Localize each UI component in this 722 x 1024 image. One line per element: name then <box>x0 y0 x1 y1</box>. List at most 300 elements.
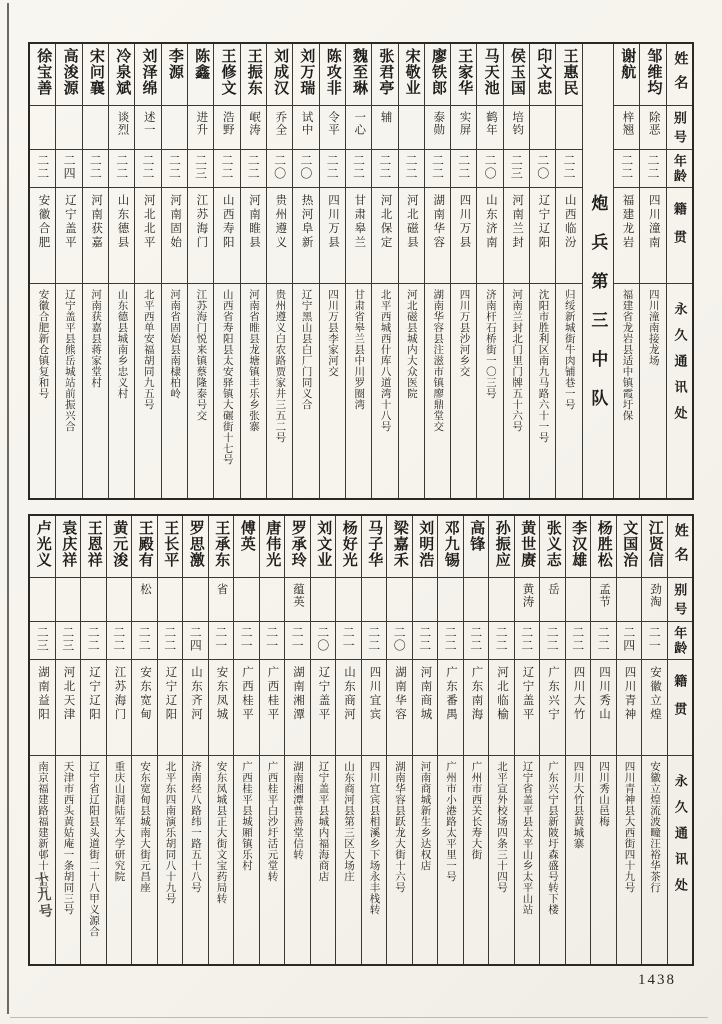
entry-address-cell <box>162 284 187 498</box>
entry-address-cell <box>530 284 555 498</box>
entry-age-cell-text: 二三 <box>509 154 524 180</box>
entry-column <box>55 516 81 964</box>
entry-alias-cell <box>209 578 234 622</box>
entry-native-cell-text: 热河阜新 <box>300 194 313 250</box>
entry-address-cell-text: 济南杆石桥街一〇三号 <box>484 289 496 399</box>
entry-name-cell-text: 王恩祥 <box>85 520 102 568</box>
entry-native-cell <box>83 188 108 284</box>
entry-native-cell <box>413 660 438 756</box>
entry-address-cell-text: 山东商河县第三区大场庄 <box>343 761 355 882</box>
entry-alias-cell <box>234 578 259 622</box>
entry-native-cell <box>311 660 336 756</box>
entry-age-cell <box>399 150 424 188</box>
entry-native-cell-text: 甘肃皋兰 <box>353 194 366 250</box>
entry-name-cell-text: 王承东 <box>213 520 230 568</box>
entry-age-cell-text: 二四 <box>188 626 203 652</box>
entry-address-cell-text: 山东德县城南乡忠义村 <box>116 289 128 399</box>
entry-address-cell-text: 湖南华容县跃龙大街十六号 <box>394 761 406 893</box>
entry-native-cell-text: 四川万县 <box>458 194 471 250</box>
entry-native-cell-text: 湖南华容 <box>432 194 445 250</box>
entry-native-cell-text: 江苏海门 <box>113 666 126 722</box>
entry-alias-cell <box>642 578 667 622</box>
entry-address-cell-text: 湖南华容县注滋市镇廖鼎堂交 <box>432 289 444 432</box>
field-label-native-text: 籍贯 <box>671 202 687 258</box>
entry-age-cell-text: 二二 <box>443 626 458 652</box>
entry-alias-cell <box>109 106 134 150</box>
entry-address-cell-text: 广西桂平县城厢镇乐村 <box>241 761 253 871</box>
entry-alias-cell-text: 辅 <box>379 111 392 124</box>
entry-column <box>590 516 616 964</box>
entry-native-cell <box>504 188 529 284</box>
entry-name-cell <box>162 44 187 106</box>
entry-alias-cell-text: 试中 <box>300 111 313 136</box>
entry-native-cell-text: 河南睢县 <box>248 194 261 250</box>
entry-address-cell <box>399 284 424 498</box>
entry-native-cell <box>320 188 345 284</box>
field-label-alias <box>667 106 692 150</box>
entry-age-cell-text: 二四 <box>621 626 636 652</box>
entry-alias-cell <box>285 578 310 622</box>
entry-address-cell-text: 北平西城西什库八道湾十八号 <box>379 289 391 432</box>
entry-column <box>488 516 514 964</box>
field-label-name-text: 姓名 <box>672 523 688 571</box>
entry-name-cell <box>183 516 208 578</box>
entry-name-cell-text: 李汉雄 <box>570 520 587 568</box>
entry-alias-cell-text: 劲淘 <box>649 583 661 608</box>
entry-alias-cell <box>81 578 106 622</box>
entry-age-cell-text: 二二 <box>404 154 419 180</box>
entry-name-cell <box>311 516 336 578</box>
entry-native-cell-text: 安东凤城 <box>215 666 228 722</box>
entry-column <box>106 516 132 964</box>
entry-age-cell <box>311 622 336 660</box>
entry-age-cell <box>617 622 642 660</box>
entry-age-cell <box>425 150 450 188</box>
entry-alias-cell <box>372 106 397 150</box>
entry-native-cell-text: 湖南湘潭 <box>292 666 304 722</box>
entry-column <box>514 516 540 964</box>
entry-alias-cell-text: 孟节 <box>598 583 610 608</box>
entry-age-cell <box>642 622 667 660</box>
entry-name-cell-text: 王修文 <box>219 48 236 96</box>
entry-address-cell <box>425 284 450 498</box>
entry-address-cell-text: 北平西单安福胡同九五号 <box>142 289 154 410</box>
entry-column <box>476 44 502 498</box>
entry-native-cell-text: 河北天津 <box>62 666 75 722</box>
entry-alias-cell-text: 梓翘 <box>621 111 634 136</box>
entry-address-cell <box>107 756 132 964</box>
entry-name-cell <box>320 44 345 106</box>
entry-age-cell <box>464 622 489 660</box>
entry-column <box>616 516 642 964</box>
entry-native-cell-text: 四川宜宾 <box>368 666 381 722</box>
entry-age-cell-text: 二二 <box>351 154 366 180</box>
entry-address-cell <box>489 756 514 964</box>
entry-name-cell <box>451 44 476 106</box>
entry-alias-cell <box>617 578 642 622</box>
entry-alias-cell <box>336 578 361 622</box>
entry-native-cell-text: 山东济南 <box>484 194 497 250</box>
entry-age-cell-text: 二二 <box>519 626 534 652</box>
entry-column <box>555 44 581 498</box>
entry-name-cell <box>107 516 132 578</box>
entry-address-cell-text: 安徽合肥新仓镇复和号 <box>37 289 49 399</box>
entry-native-cell-text: 广东兴宁 <box>547 666 559 722</box>
unit-title-text: 炮兵第三中队 <box>588 194 608 428</box>
entry-column <box>310 516 336 964</box>
entry-native-cell <box>617 660 642 756</box>
entry-address-cell <box>285 756 310 964</box>
entry-alias-cell-text: 松 <box>139 583 151 596</box>
entry-age-cell-text: 二二 <box>468 626 483 652</box>
entry-alias-cell <box>135 106 160 150</box>
entry-column <box>641 516 667 964</box>
field-label-alias-text: 别号 <box>672 583 688 621</box>
entry-native-cell <box>642 660 667 756</box>
entry-alias-cell-text: 鹤年 <box>484 111 497 136</box>
entry-address-cell-text: 重庆山洞陆军大学研究院 <box>113 761 125 882</box>
entry-name-cell <box>362 516 387 578</box>
entry-native-cell <box>107 660 132 756</box>
entry-age-cell-text: 二二 <box>114 154 129 180</box>
entry-address-cell <box>540 756 565 964</box>
entry-address-cell <box>614 284 639 498</box>
entry-native-cell <box>336 660 361 756</box>
unit-title-cell <box>583 44 613 498</box>
entry-column <box>529 44 555 498</box>
entry-age-cell-text: 二三 <box>60 626 75 652</box>
entry-address-cell-text: 贵州遵义白农路贾家井三五二号 <box>274 289 286 443</box>
entry-native-cell <box>81 660 106 756</box>
entry-address-cell-text: 河北磁县城内大众医院 <box>405 289 417 399</box>
entry-address-cell <box>214 284 239 498</box>
entry-age-cell-text: 二一 <box>213 626 228 652</box>
entry-age-cell-text: 二二 <box>246 154 261 180</box>
entry-name-cell <box>425 44 450 106</box>
entry-native-cell-text: 四川万县 <box>326 194 339 250</box>
entry-address-cell-text: 河南省固始县南棣柏岭 <box>169 289 181 399</box>
entry-alias-cell <box>640 106 665 150</box>
entry-alias-cell <box>438 578 463 622</box>
entry-address-cell-text: 济南经八路纬一路五十八号 <box>190 761 202 893</box>
entry-column <box>134 44 160 498</box>
roster-table-top <box>28 42 694 500</box>
entry-column <box>345 44 371 498</box>
entry-native-cell-text: 辽宁盖平 <box>521 666 534 722</box>
entry-alias-cell <box>451 106 476 150</box>
entry-name-cell <box>214 44 239 106</box>
entry-name-cell <box>209 516 234 578</box>
entry-name-cell <box>477 44 502 106</box>
entry-native-cell <box>285 660 310 756</box>
entry-address-cell-text: 江苏海门悦来镇蔡隆泰号交 <box>195 289 207 421</box>
entry-age-cell <box>346 150 371 188</box>
entry-native-cell <box>540 660 565 756</box>
entry-alias-cell <box>183 578 208 622</box>
entry-name-cell <box>614 44 639 106</box>
entry-age-cell <box>56 622 81 660</box>
entry-address-cell-text: 安东宽甸县城南大街元昌座 <box>139 761 151 893</box>
entry-address-cell-text: 河南商城新生乡达权店 <box>419 761 431 871</box>
entry-alias-cell-text: 令平 <box>326 111 339 136</box>
entry-alias-cell-text: 蕴英 <box>292 583 304 608</box>
entry-native-cell <box>132 660 157 756</box>
entry-address-cell-text: 北平东四南演乐胡同八十九号 <box>164 761 176 904</box>
entry-address-cell-text: 四川宜宾县相溪乡下场永丰栈转 <box>368 761 380 915</box>
entry-address-cell-text: 四川潼南接龙场 <box>647 289 659 366</box>
entry-age-cell <box>135 150 160 188</box>
entry-address-cell-text: 南京福建路福建新邨十八号 <box>37 761 49 893</box>
entry-address-cell <box>241 284 266 498</box>
roster-table-bottom <box>28 514 694 966</box>
entry-name-cell-text: 刘成汉 <box>272 48 289 96</box>
entry-column <box>266 44 292 498</box>
field-label-age <box>667 150 692 188</box>
entry-age-cell-text: 二二 <box>545 626 560 652</box>
entry-native-cell <box>162 188 187 284</box>
entry-age-cell <box>56 150 81 188</box>
entry-alias-cell <box>556 106 581 150</box>
entry-native-cell <box>556 188 581 284</box>
entry-address-cell <box>515 756 540 964</box>
entry-address-cell <box>438 756 463 964</box>
entry-name-cell-text: 马天池 <box>482 48 499 96</box>
field-label-address-text: 永久通讯处 <box>672 302 688 432</box>
entry-alias-cell <box>162 106 187 150</box>
entry-native-cell-text: 安徽立煌 <box>649 666 661 722</box>
entry-native-cell-text: 福建龙岩 <box>621 194 634 250</box>
entry-alias-cell <box>489 578 514 622</box>
entry-name-cell-text: 陈攻非 <box>324 48 341 96</box>
entry-name-cell-text: 唐伟光 <box>264 520 281 568</box>
entry-name-cell-text: 张义志 <box>544 520 561 568</box>
entry-name-cell-text: 徐宝善 <box>35 48 52 96</box>
entry-name-cell-text: 孙振应 <box>493 520 510 568</box>
entry-name-cell-text: 宋问襄 <box>87 48 104 96</box>
entry-age-cell <box>109 150 134 188</box>
entry-address-cell-text: 辽宁盖平县城内福海商店 <box>317 761 329 882</box>
entry-address-cell-text: 北平宣外校场四条三十四号 <box>496 761 508 893</box>
entry-alias-cell-text: 谈烈 <box>116 111 129 136</box>
entry-column <box>161 44 187 498</box>
entry-age-cell-text: 二二 <box>141 154 156 180</box>
entry-column <box>108 44 134 498</box>
entry-name-cell-text: 谢航 <box>619 48 636 80</box>
entry-alias-cell <box>260 578 285 622</box>
entry-alias-cell-text: 岳 <box>547 583 559 596</box>
entry-age-cell-text: 二〇 <box>535 154 550 180</box>
entry-column <box>565 516 591 964</box>
entry-name-cell <box>617 516 642 578</box>
entry-age-cell <box>413 622 438 660</box>
entry-age-cell <box>285 622 310 660</box>
entry-native-cell <box>188 188 213 284</box>
entry-column <box>639 44 665 498</box>
entry-name-cell-text: 黄元浚 <box>111 520 128 568</box>
field-label-native <box>668 660 693 756</box>
entry-native-cell <box>425 188 450 284</box>
entry-native-cell <box>477 188 502 284</box>
entry-native-cell-text: 安徽合肥 <box>37 194 50 250</box>
entry-alias-cell <box>56 578 81 622</box>
entry-age-cell-text: 二二 <box>456 154 471 180</box>
entry-age-cell <box>132 622 157 660</box>
entry-native-cell-text: 辽宁辽阳 <box>537 194 550 250</box>
entry-name-cell-text: 梁嘉禾 <box>391 520 408 568</box>
entry-native-cell-text: 湖南华容 <box>394 666 406 722</box>
field-label-alias-text: 别号 <box>671 111 687 149</box>
entry-address-cell-text: 广东兴宁县新陂圩森盛号转下楼 <box>547 761 559 915</box>
entry-name-cell-text: 廖铁郎 <box>429 48 446 96</box>
entry-age-cell-text: 二〇 <box>315 626 330 652</box>
field-label-address-text: 永久通讯处 <box>672 774 688 904</box>
scan-bottom-edge <box>10 1017 708 1018</box>
entry-native-cell-text: 河南兰封 <box>511 194 524 250</box>
entry-name-cell-text: 傅英 <box>238 520 255 552</box>
entry-age-cell-text: 二二 <box>417 626 432 652</box>
entry-name-cell-text: 王振东 <box>245 48 262 96</box>
entry-address-cell-text: 山西省寿阳县太安驿镇大碾街十七号 <box>221 289 233 465</box>
entry-native-cell <box>183 660 208 756</box>
entry-alias-cell-text: 培钧 <box>511 111 524 136</box>
entry-column <box>80 516 106 964</box>
entry-address-cell <box>413 756 438 964</box>
entry-column <box>213 44 239 498</box>
entry-column <box>319 44 345 498</box>
entry-alias-cell-text: 浩野 <box>221 111 234 136</box>
entry-name-cell <box>135 44 160 106</box>
entry-name-cell <box>489 516 514 578</box>
entry-name-cell <box>285 516 310 578</box>
entry-age-cell-text: 二二 <box>111 626 126 652</box>
entry-name-cell <box>566 516 591 578</box>
entry-native-cell-text: 广西桂平 <box>266 666 279 722</box>
entry-address-cell-text: 沈阳市胜利区南九马路六十一号 <box>537 289 549 443</box>
field-label-address <box>667 284 692 498</box>
entry-alias-cell <box>504 106 529 150</box>
entry-column <box>187 44 213 498</box>
entry-native-cell <box>109 188 134 284</box>
entry-name-cell-text: 宋敬业 <box>403 48 420 96</box>
entry-name-cell-text: 杨好光 <box>340 520 357 568</box>
entry-address-cell-text: 归绥新城街牛肉铺巷一号 <box>563 289 575 410</box>
entry-name-cell <box>642 516 667 578</box>
entry-address-cell <box>504 284 529 498</box>
entry-native-cell-text: 河北北平 <box>142 194 155 250</box>
entry-native-cell <box>209 660 234 756</box>
entry-address-cell-text: 四川大竹县黄城寨 <box>572 761 584 849</box>
entry-address-cell-text: 河南省睢县龙塘镇丰乐乡张寨 <box>248 289 260 432</box>
entry-address-cell-text: 四川万县李家河交 <box>326 289 338 377</box>
entry-native-cell <box>135 188 160 284</box>
entry-alias-cell <box>566 578 591 622</box>
entry-native-cell-text: 湖南益阳 <box>37 666 49 722</box>
entry-name-cell-text: 邓九锡 <box>442 520 459 568</box>
entry-alias-cell <box>30 578 55 622</box>
unit-title-column <box>582 44 613 498</box>
entry-age-cell-text: 二二 <box>570 626 585 652</box>
entry-age-cell <box>158 622 183 660</box>
entry-column <box>371 44 397 498</box>
field-label-native <box>667 188 692 284</box>
entry-column <box>398 44 424 498</box>
entry-native-cell <box>399 188 424 284</box>
entry-alias-cell <box>362 578 387 622</box>
entry-address-cell <box>293 284 318 498</box>
entry-address-cell <box>260 756 285 964</box>
entry-column <box>335 516 361 964</box>
entry-address-cell <box>320 284 345 498</box>
entry-column <box>613 44 639 498</box>
entry-name-cell-text: 魏至琳 <box>351 48 368 96</box>
entry-age-cell <box>336 622 361 660</box>
entry-native-cell-text: 河北保定 <box>379 194 392 250</box>
entry-native-cell <box>515 660 540 756</box>
entry-alias-cell <box>56 106 81 150</box>
entry-name-cell <box>56 516 81 578</box>
entry-column <box>259 516 285 964</box>
entry-address-cell <box>346 284 371 498</box>
entry-native-cell-text: 辽宁辽阳 <box>164 666 177 722</box>
entry-address-cell <box>56 284 81 498</box>
entry-age-cell-text: 二二 <box>219 154 234 180</box>
entry-name-cell-text: 罗承玲 <box>289 520 306 568</box>
entry-native-cell-text: 四川青神 <box>623 666 636 722</box>
entry-column <box>30 44 55 498</box>
entry-native-cell-text: 河南固始 <box>169 194 182 250</box>
entry-age-cell <box>260 622 285 660</box>
entry-age-cell <box>489 622 514 660</box>
entry-age-cell <box>30 150 55 188</box>
entry-native-cell-text: 山东商河 <box>343 666 355 722</box>
entry-alias-cell <box>267 106 292 150</box>
entry-native-cell <box>464 660 489 756</box>
entry-age-cell <box>566 622 591 660</box>
entry-name-cell <box>56 44 81 106</box>
entry-age-cell-text: 二二 <box>35 154 50 180</box>
entry-native-cell-text: 辽宁辽阳 <box>88 666 100 722</box>
entry-age-cell <box>320 150 345 188</box>
entry-age-cell <box>81 622 106 660</box>
entry-name-cell-text: 刘万瑞 <box>298 48 315 96</box>
entry-alias-cell-text: 进升 <box>195 111 208 136</box>
entry-name-cell-text: 袁庆祥 <box>60 520 77 568</box>
entry-name-cell-text: 高锋 <box>468 520 485 552</box>
entry-name-cell <box>399 44 424 106</box>
entry-native-cell <box>234 660 259 756</box>
entry-age-cell-text: 二二 <box>137 626 152 652</box>
entry-native-cell-text: 广西桂平 <box>241 666 253 722</box>
entry-name-cell-text: 罗思激 <box>187 520 204 568</box>
entry-name-cell-text: 高浚源 <box>61 48 78 96</box>
entry-age-cell <box>30 622 55 660</box>
entry-alias-cell <box>158 578 183 622</box>
entry-name-cell <box>387 516 412 578</box>
entry-column <box>424 44 450 498</box>
entry-native-cell <box>346 188 371 284</box>
entry-name-cell <box>241 44 266 106</box>
entry-name-cell <box>267 44 292 106</box>
entry-column <box>450 44 476 498</box>
entry-age-cell-text: 二一 <box>264 626 279 652</box>
entry-name-cell <box>640 44 665 106</box>
entry-native-cell-text: 贵州遵义 <box>274 194 287 250</box>
field-label-name-text: 姓名 <box>672 51 688 99</box>
entry-address-cell <box>642 756 667 964</box>
entry-address-cell <box>640 284 665 498</box>
entry-address-cell <box>234 756 259 964</box>
scan-edge-line <box>7 3 9 1014</box>
